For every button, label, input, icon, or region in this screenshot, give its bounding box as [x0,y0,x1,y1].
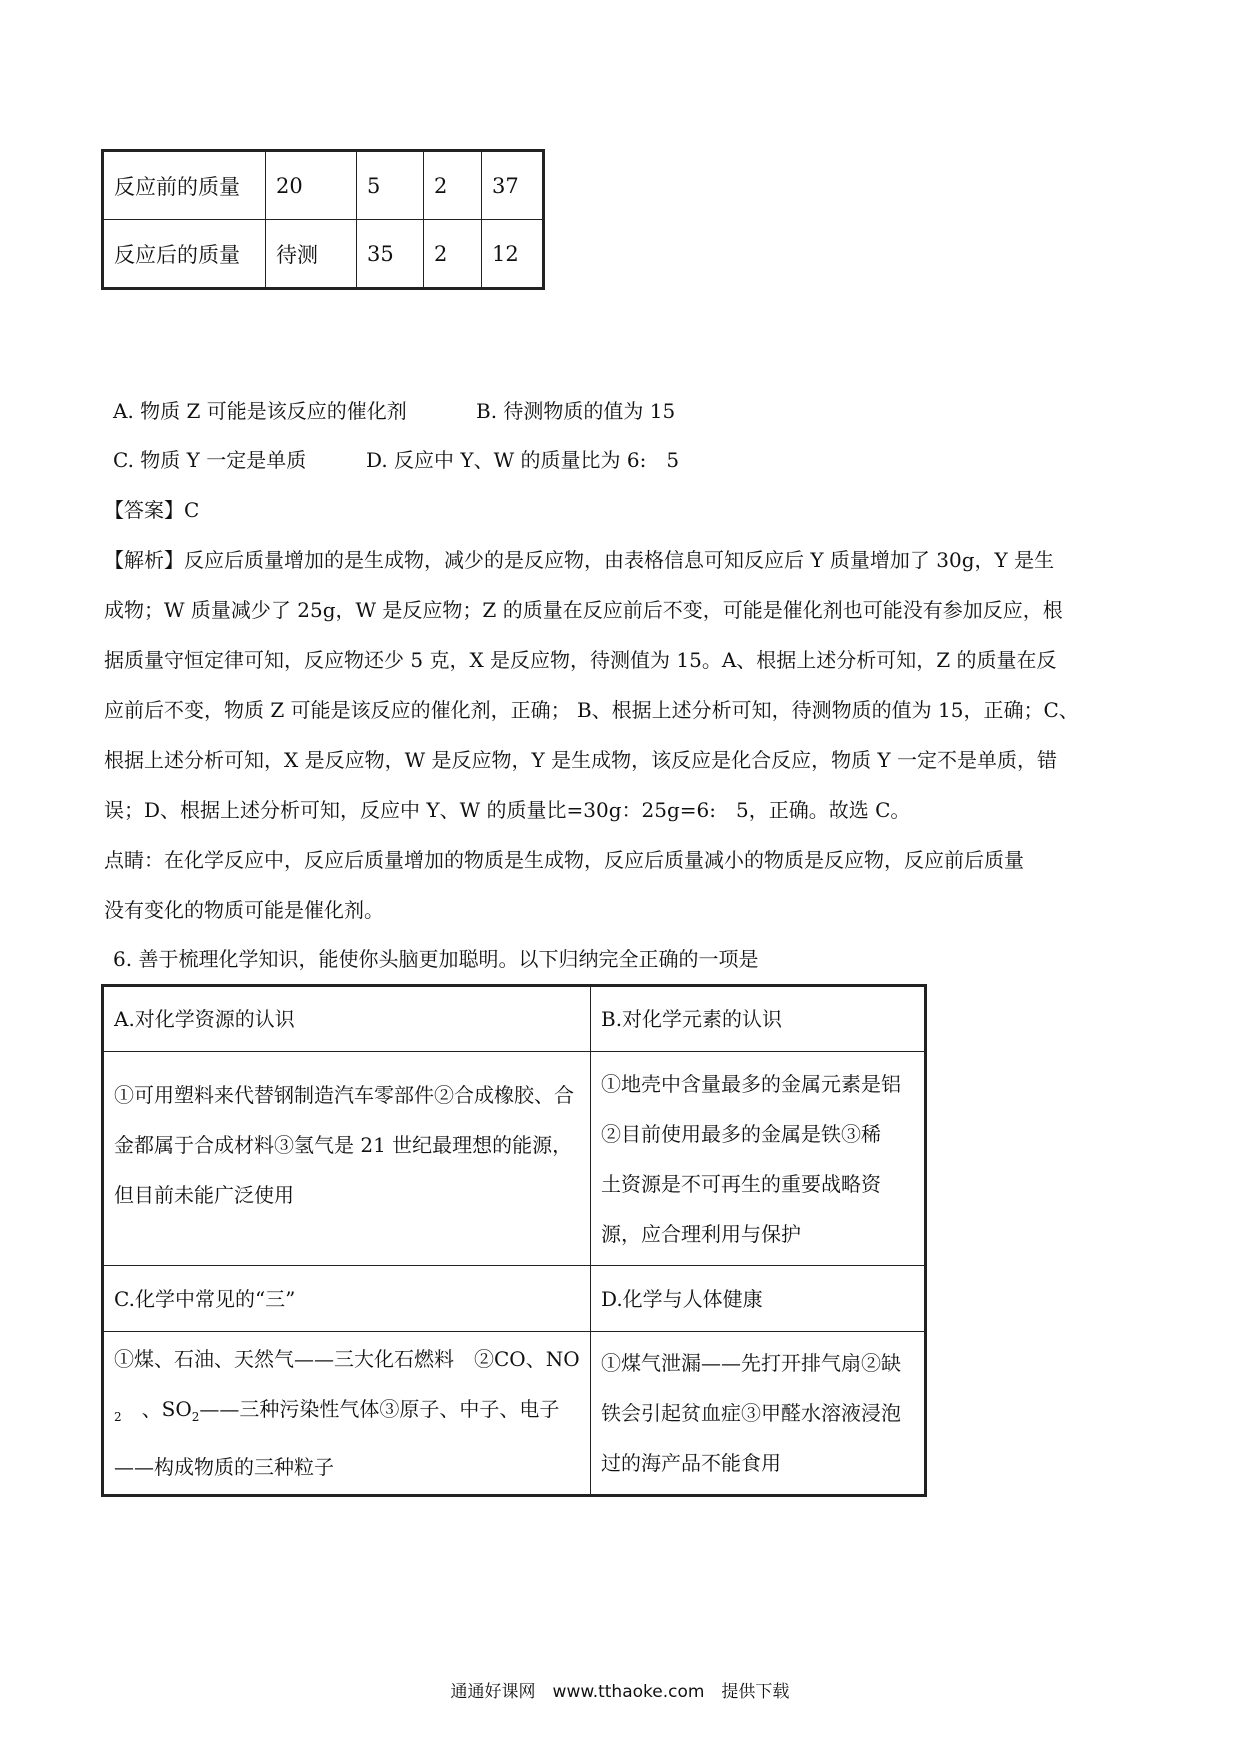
table-row [103,1332,926,1496]
row-label: 反应前的质量 [103,151,266,220]
subscript: 2 [114,1410,122,1424]
table-row [103,986,926,1052]
cell-d-text: ①煤气泄漏——先打开排气扇②缺铁会引起贫血症③甲醛水溶液浸泡过的海产品不能食用 [601,1351,901,1475]
cell: 35 [357,220,424,289]
cell-d-body [591,1332,926,1496]
cell-a-title: A.对化学资源的认识 [103,986,591,1052]
row-label: 反应后的质量 [103,220,266,289]
cell-b-body [591,1052,926,1266]
option-b: B. 待测物质的值为 15 [476,399,676,423]
cell-d-title: D.化学与人体健康 [591,1266,926,1332]
cell-b-text: ①地壳中含量最多的金属元素是铝②目前使用最多的金属是铁③稀 土资源是不可再生的重要战略资源，应合理利用与保护 [601,1071,901,1246]
cell: 2 [424,220,482,289]
analysis-line: 据质量守恒定律可知，反应物还少 5 克，X 是反应物，待测值为 15。A、根据上述分析可知，Z 的质量在反 [104,648,1057,672]
analysis-line: 应前后不变，物质 Z 可能是该反应的催化剂，正确； B、根据上述分析可知，待测物质的值为 15，正确；C、 [104,698,1079,722]
answer: 【答案】C [104,498,200,522]
option-c: C. 物质 Y 一定是单质 [113,448,307,472]
cell-c-title: C.化学中常见的“三” [103,1266,591,1332]
knowledge-table [101,984,927,1497]
footer: 通通好课网 www.tthaoke.com 提供下载 [450,1682,790,1702]
subscript: 2 [191,1410,200,1424]
analysis-line: 误；D、根据上述分析可知，反应中 Y、W 的质量比=30g：25g=6: 5，正确。故选 C。 [104,798,911,822]
mass-table [101,149,545,290]
option-a: A. 物质 Z 可能是该反应的催化剂 [113,399,407,423]
analysis-line: 根据上述分析可知，X 是反应物，W 是反应物，Y 是生成物，该反应是化合反应，物质 Y 一定不是单质，错 [104,748,1057,772]
table-row [103,1266,926,1332]
cell: 37 [482,151,544,220]
tip-line: 点睛：在化学反应中，反应后质量增加的物质是生成物，反应后质量减小的物质是反应物，反应前后质量 [104,848,1024,872]
cell: 2 [424,151,482,220]
question-6-stem: 6. 善于梳理化学知识，能使你头脑更加聪明。以下归纳完全正确的一项是 [113,947,759,971]
cell: 待测 [266,220,357,289]
cell-a-text: ①可用塑料来代替钢制造汽车零部件②合成橡胶、合金都属于合成材料③氢气是 21 世纪最理想的能源，但目前未能广泛使用 [114,1082,574,1207]
cell-c-body [103,1332,591,1496]
cell: 5 [357,151,424,220]
cell: 12 [482,220,544,289]
tip-line: 没有变化的物质可能是催化剂。 [104,898,384,922]
text: ①煤、石油、天然气——三大化石燃料 ②CO、NO [114,1347,580,1371]
cell-a-body [103,1052,591,1266]
table-row [103,1052,926,1266]
analysis-line: 【解析】反应后质量增加的是生成物，减少的是反应物，由表格信息可知反应后 Y 质量增加了 30g，Y 是生 [104,548,1055,572]
cell: 20 [266,151,357,220]
table-row [103,151,544,220]
cell-c-text [114,1334,580,1492]
cell-b-title: B.对化学元素的认识 [591,986,926,1052]
text: 、SO [121,1397,192,1421]
table-row [103,220,544,289]
analysis-line: 成物；W 质量减少了 25g，W 是反应物；Z 的质量在反应前后不变，可能是催化剂也可能没有参加反应，根 [104,598,1063,622]
option-d: D. 反应中 Y、W 的质量比为 6: 5 [366,448,680,472]
text: ——三种污染性气体③原子、中子、电子——构成物质的三种粒子 [114,1397,560,1479]
